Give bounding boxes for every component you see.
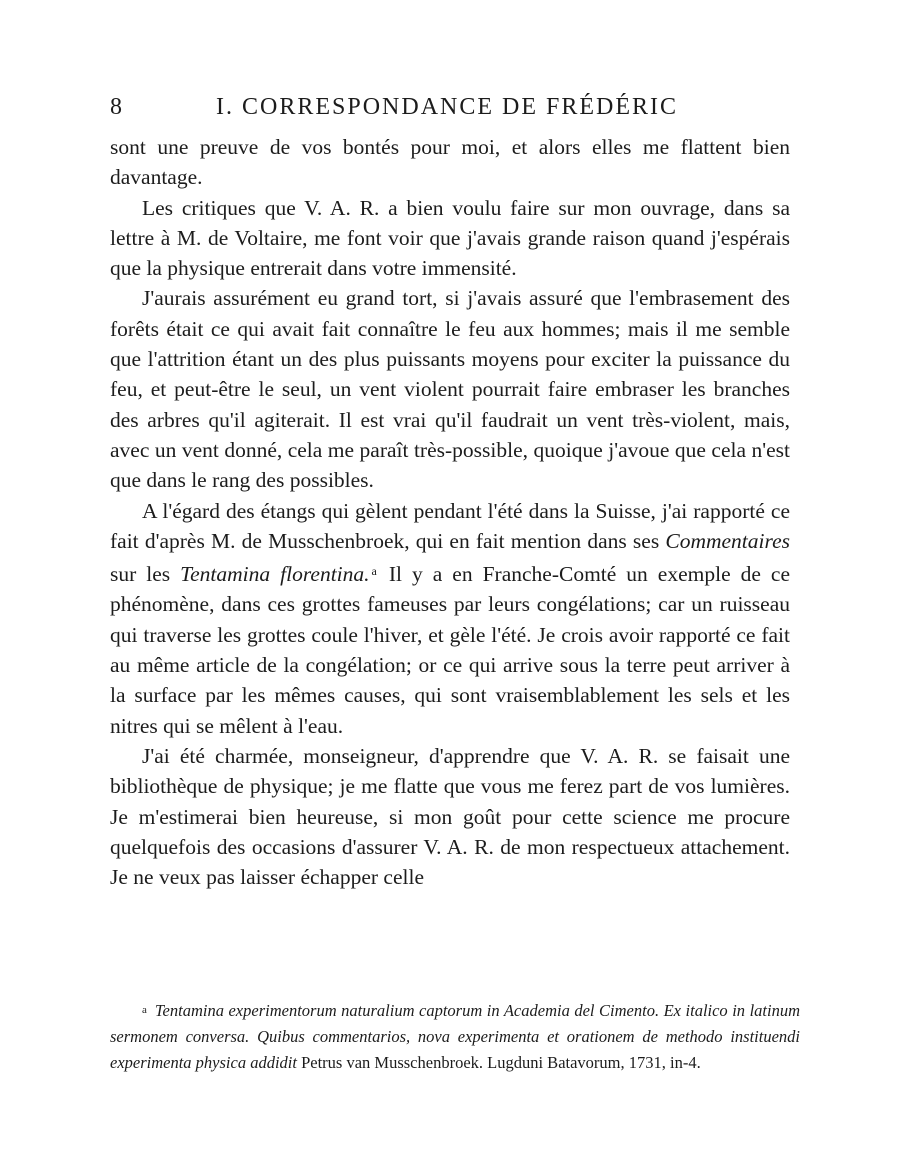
paragraph-1: sont une preuve de vos bontés pour moi, et alors elles me flattent bien davantage.	[110, 135, 790, 190]
paragraph-4-text-b: sur les	[110, 562, 171, 587]
paragraph-3: J'aurais assurément eu grand tort, si j'avais assuré que l'embrasement des forêts était ce qui avait fait connaître le feu aux hommes; mais il me semble que l'attrition étant un des plus puissants moyens pour exciter la puissance du feu, et peut-être le seul, un vent violent pourrait faire embraser les branches des arbres qu'il agiterait. Il est vrai qu'il faudrait un vent très-violent, mais, avec un vent donné, cela me paraît très-possible, quoique j'avoue que cela n'est que dans le rang des possibles.	[110, 286, 790, 493]
paragraph-4	[110, 496, 790, 741]
footnote-roman-text: Petrus van Musschenbroek. Lugduni Batavorum, 1731, in-4.	[301, 1053, 701, 1072]
italic-title-tentamina: Tentamina florentina.	[180, 562, 370, 587]
running-title: I. CORRESPONDANCE DE FRÉDÉRIC	[216, 94, 679, 120]
footnote-reference-mark[interactable]: a	[371, 564, 377, 579]
footnote-italic-text: Tentamina experimentorum naturalium captorum in Academia del Cimento. Ex italico in latinum sermonem conversa. Quibus commentarios, nova experimenta et orationem de methodo instituendi experimenta physica addidit	[110, 1001, 800, 1072]
paragraph-4-text-a: A l'égard des étangs qui gèlent pendant l'été dans la Suisse, j'ai rapporté ce fait d'après M. de Musschenbroek, qui en fait mention dans ses	[110, 498, 790, 553]
paragraph-2: Les critiques que V. A. R. a bien voulu faire sur mon ouvrage, dans sa lettre à M. de Voltaire, me font voir que j'avais grande raison quand j'espérais que la physique entrerait dans votre immensité.	[110, 195, 790, 281]
footnote-mark: a	[142, 1004, 147, 1016]
page-number: 8	[110, 94, 122, 120]
running-head	[110, 90, 800, 130]
footnote	[110, 997, 800, 1076]
body-text	[110, 132, 790, 892]
italic-title-commentaires: Commentaires	[665, 528, 790, 553]
paragraph-4-text-c: Il y a en Franche-Comté un exemple de ce phénomène, dans ces grottes fameuses par leurs congélations; car un ruisseau qui traverse les grottes coule l'hiver, et gèle l'été. Je crois avoir rapporté ce fait au même article de la congélation; or ce qui arrive sous la terre peut arriver à la surface par les mêmes causes, qui sont vraisemblablement les sels et les nitres qui se mêlent à l'eau.	[110, 562, 790, 738]
paragraph-5: J'ai été charmée, monseigneur, d'apprendre que V. A. R. se faisait une bibliothèque de physique; je me flatte que vous me ferez part de vos lumières. Je m'estimerai bien heureuse, si mon goût pour cette science me procure quelquefois des occasions d'assurer V. A. R. de mon respectueux attachement. Je ne veux pas laisser échapper celle	[110, 743, 790, 890]
